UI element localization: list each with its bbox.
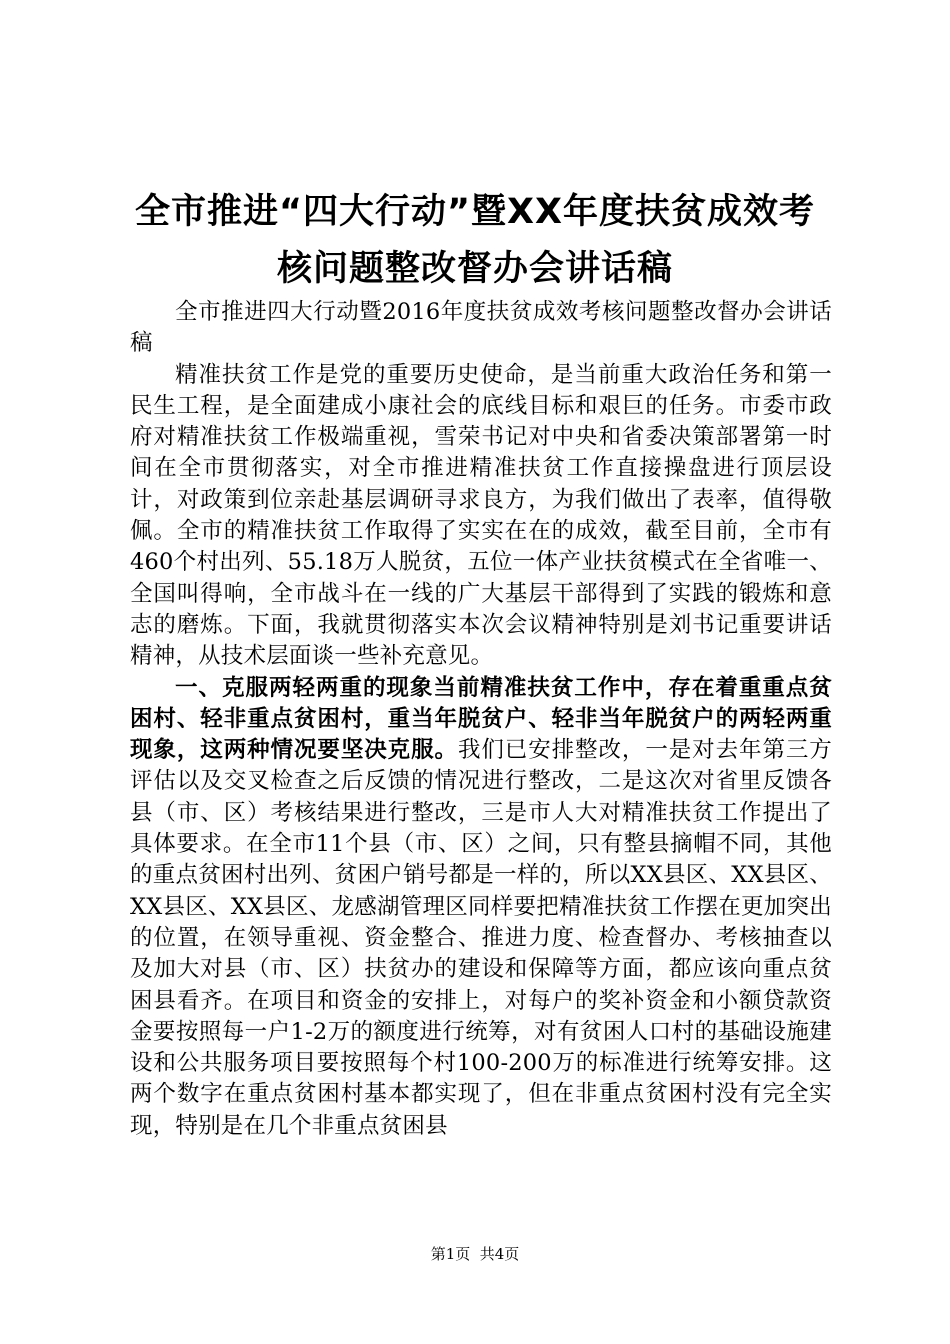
paragraph-text: 我们已安排整改，一是对去年第三方评估以及交叉检查之后反馈的情况进行整改，二是这次对省里反馈各县（市、区）考核结果进行整改，三是市人大对精准扶贫工作提出了具体要求。在全市11个县（市、区）之间，只有整县摘帽不同，其他的重点贫困村出列、贫困户销号都是一样的，所以XX县区、XX县区、XX县区、XX县区、龙感湖管理区同样要把精准扶贫工作摆在更加突出的位置，在领导重视、资金整合、推进力度、检查督办、考核抽查以及加大对县（市、区）扶贫办的建设和保障等方面，都应该向重点贫困县看齐。在项目和资金的安排上，对每户的奖补资金和小额贷款资金要按照每一户1-2万的额度进行统筹，对有贫困人口村的基础设施建设和公共服务项目要按照每个村100-200万的标准进行统筹安排。这两个数字在重点贫困村基本都实现了，但在非重点贫困村没有完全实现，特别是在几个非重点贫困县 <box>130 737 832 1139</box>
page-number: 第1页 共4页 <box>430 1245 520 1263</box>
section-heading: 一、克服两轻两重的现象当前精准扶贫工作中，存在着重重点贫困村、轻非重点贫困村，重当年脱贫户、轻非当年脱贫户的两轻两重现象，这两种情况要坚决克服。 <box>130 674 832 764</box>
paragraph-subtitle <box>130 297 832 360</box>
document-title-line-1: 全市推进“四大行动”暨XX年度扶贫成效考 <box>135 192 815 232</box>
paragraph-text: 精准扶贫工作是党的重要历史使命，是当前重大政治任务和第一民生工程，是全面建成小康社会的底线目标和艰巨的任务。市委市政府对精准扶贫工作极端重视，雪荣书记对中央和省委决策部署第一时间在全市贯彻落实，对全市推进精准扶贫工作直接操盘进行顶层设计，对政策到位亲赴基层调研寻求良方，为我们做出了表率，值得敬佩。全市的精准扶贫工作取得了实实在在的成效，截至目前，全市有460个村出列、55.18万人脱贫，五位一体产业扶贫模式在全省唯一、全国叫得响，全市战斗在一线的广大基层干部得到了实践的锻炼和意志的磨炼。下面，我就贯彻落实本次会议精神特别是刘书记重要讲话精神，从技术层面谈一些补充意见。 <box>130 361 832 670</box>
paragraph-text: 全市推进四大行动暨2016年度扶贫成效考核问题整改督办会讲话稿 <box>130 299 832 357</box>
page-footer <box>0 1244 950 1264</box>
document-title-line-2: 核问题整改督办会讲话稿 <box>276 249 673 289</box>
paragraph-intro <box>130 360 832 673</box>
paragraph-section-one <box>130 673 832 1142</box>
document-body <box>130 297 832 1142</box>
